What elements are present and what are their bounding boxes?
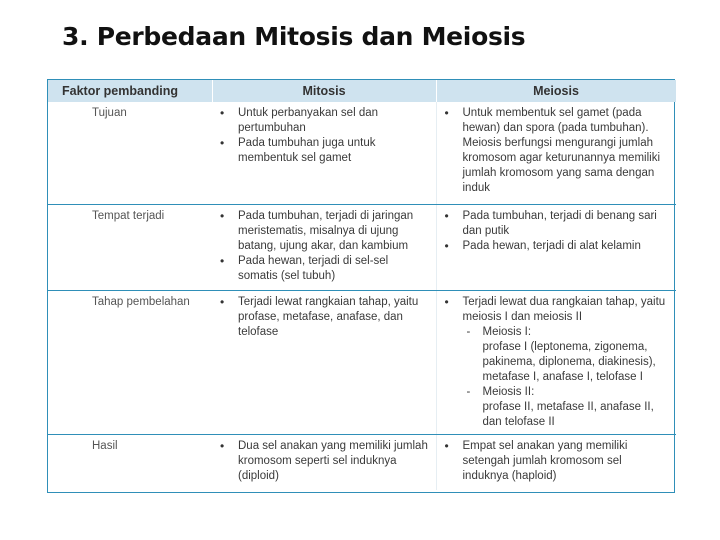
cell-mitosis-tahap	[212, 290, 436, 434]
list-item: • Untuk perbanyakan sel dan pertumbuhan	[218, 106, 430, 136]
list-item: • Pada hewan, terjadi di alat kelamin	[443, 239, 671, 254]
meiosis-stage-intro: Terjadi lewat dua rangkaian tahap, yaitu meiosis I dan meiosis II	[462, 295, 666, 323]
list-item: • Dua sel anakan yang memiliki jumlah kromosom seperti sel induknya (diploid)	[218, 439, 430, 484]
sub-list-item	[463, 325, 671, 385]
header-mitosis: Mitosis	[212, 80, 436, 102]
table-row	[48, 290, 676, 434]
list-item: • Pada hewan, terjadi di sel-sel somatis (sel tubuh)	[218, 254, 430, 284]
row-factor-tempat: Tempat terjadi	[48, 204, 212, 290]
sub-item-label: Meiosis II:	[482, 385, 535, 398]
table-row	[48, 434, 676, 490]
slide-title: 3. Perbedaan Mitosis dan Meiosis	[62, 22, 526, 51]
comparison-table	[47, 79, 675, 493]
table-row	[48, 204, 676, 290]
row-factor-hasil: Hasil	[92, 439, 118, 452]
list-item: • Pada tumbuhan, terjadi di benang sari dan putik	[443, 209, 671, 239]
cell-meiosis-tujuan	[436, 102, 676, 204]
row-factor-tahap: Tahap pembelahan	[48, 290, 212, 434]
list-item: • Empat sel anakan yang memiliki setengah jumlah kromosom sel induknya (haploid)	[443, 439, 671, 484]
header-meiosis: Meiosis	[436, 80, 676, 102]
sub-item-label: Meiosis I:	[482, 325, 532, 338]
cell-mitosis-tujuan	[212, 102, 436, 204]
list-item	[443, 295, 671, 430]
table-header-row	[48, 80, 676, 102]
cell-meiosis-tempat	[436, 204, 676, 290]
list-item: • Pada tumbuhan juga untuk membentuk sel gamet	[218, 136, 430, 166]
cell-mitosis-hasil	[212, 434, 436, 490]
cell-mitosis-tempat	[212, 204, 436, 290]
cell-meiosis-hasil	[436, 434, 676, 490]
list-item: • Pada tumbuhan, terjadi di jaringan meristematis, misalnya di ujung batang, ujung akar, dan kambium	[218, 209, 430, 254]
cell-meiosis-tahap	[436, 290, 676, 434]
list-item: • Untuk membentuk sel gamet (pada hewan) dan spora (pada tumbuhan). Meiosis berfungsi mengurangi jumlah kromosom agar keturunannya memiliki jumlah kromosom yang sama dengan induk	[443, 106, 671, 196]
sub-list-item	[463, 385, 671, 430]
list-item: • Terjadi lewat rangkaian tahap, yaitu profase, metafase, anafase, dan telofase	[218, 295, 430, 340]
table-row	[48, 102, 676, 204]
sub-item-detail: profase II, metafase II, anafase II, dan telofase II	[482, 400, 654, 428]
header-factor: Faktor pembanding	[48, 80, 212, 102]
row-factor-tujuan: Tujuan	[48, 102, 212, 204]
sub-item-detail: profase I (leptonema, zigonema, pakinema, diplonema, diakinesis), metafase I, anafase I, telofase I	[482, 340, 656, 383]
